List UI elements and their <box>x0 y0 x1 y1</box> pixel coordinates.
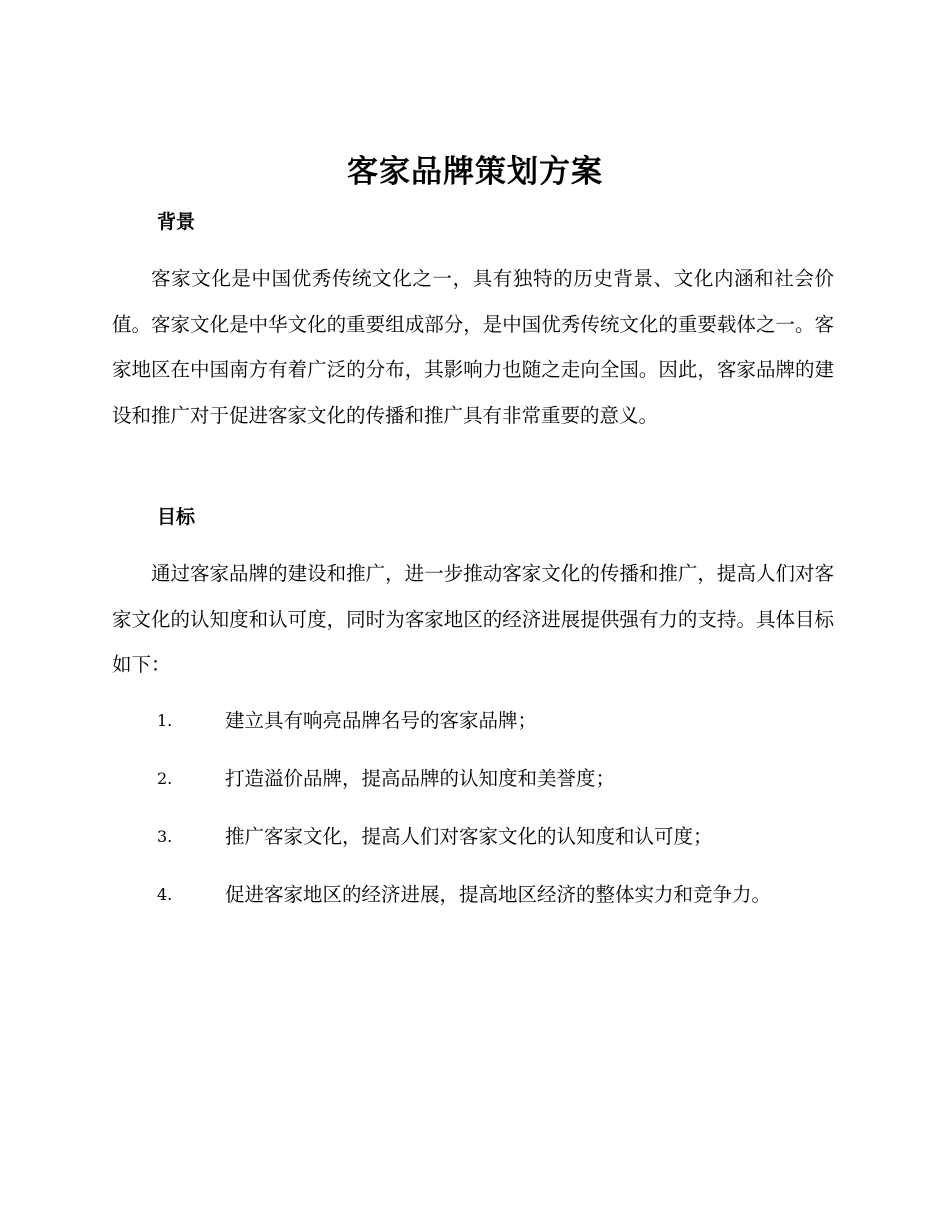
list-item-number: 2. <box>157 769 173 788</box>
list-item-number: 4. <box>157 885 173 904</box>
list-item <box>0 758 950 816</box>
list-item <box>0 874 950 932</box>
list-item <box>0 816 950 874</box>
list-item-text: 打造溢价品牌，提高品牌的认知度和美誉度； <box>225 767 616 790</box>
section-heading-background: 背景 <box>157 211 196 233</box>
list-item-number: 3. <box>157 827 173 846</box>
list-item-text: 促进客家地区的经济进展，提高地区经济的整体实力和竞争力。 <box>225 883 772 906</box>
document-title: 客家品牌策划方案 <box>347 154 603 190</box>
list-item <box>0 700 950 758</box>
background-paragraph: 客家文化是中国优秀传统文化之一，具有独特的历史背景、文化内涵和社会价值。客家文化是中华文化的重要组成部分，是中国优秀传统文化的重要载体之一。客家地区在中国南方有着广泛的分布，其影响力也随之走向全国。因此，客家品牌的建设和推广对于促进客家文化的传播和推广具有非常重要的意义。 <box>112 267 834 427</box>
goals-paragraph: 通过客家品牌的建设和推广，进一步推动客家文化的传播和推广，提高人们对客家文化的认知度和认可度，同时为客家地区的经济进展提供强有力的支持。具体目标如下： <box>112 562 834 676</box>
goals-list <box>0 700 950 932</box>
list-item-number: 1. <box>157 711 173 730</box>
list-item-text: 建立具有响亮品牌名号的客家品牌； <box>225 709 538 732</box>
list-item-text: 推广客家文化，提高人们对客家文化的认知度和认可度； <box>225 825 713 848</box>
section-heading-goals: 目标 <box>157 506 196 528</box>
